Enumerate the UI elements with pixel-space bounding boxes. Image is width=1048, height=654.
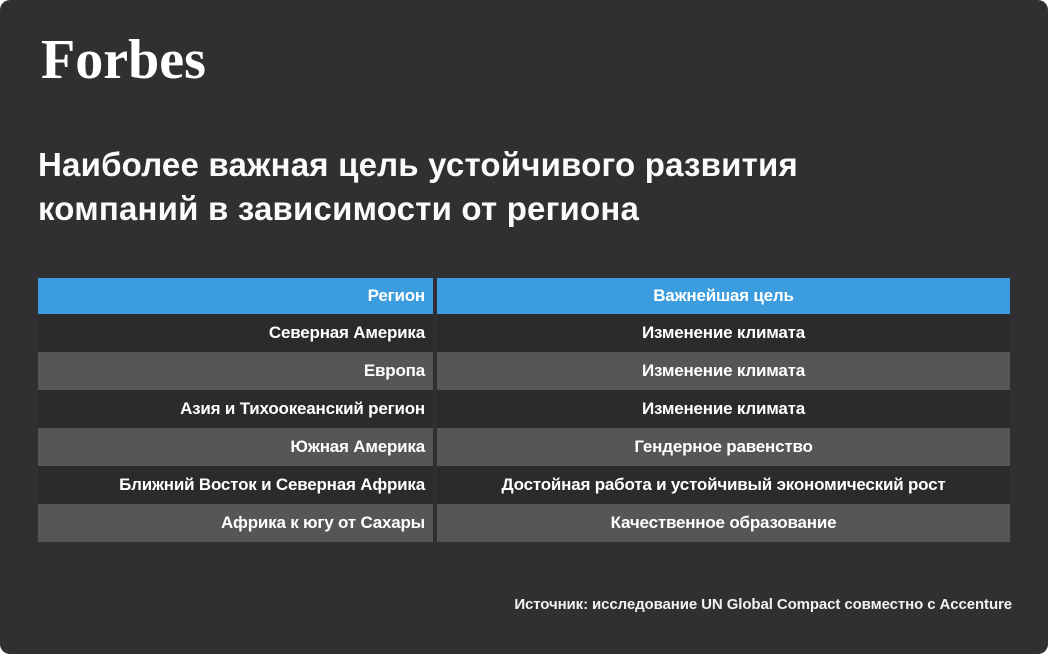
goal-cell: Изменение климата xyxy=(437,352,1010,390)
goal-cell: Изменение климата xyxy=(437,314,1010,352)
region-cell: Южная Америка xyxy=(38,428,433,466)
source-note: Источник: исследование UN Global Compact совместно с Accenture xyxy=(514,596,1012,613)
page-title-line-2: компаний в зависимости от региона xyxy=(38,190,640,227)
region-cell: Европа xyxy=(38,352,433,390)
region-cell: Азия и Тихоокеанский регион xyxy=(38,390,433,428)
table-row xyxy=(38,314,1010,352)
forbes-logo: Forbes xyxy=(41,29,206,91)
goal-cell: Качественное образование xyxy=(437,504,1010,542)
page-title-line-1: Наиболее важная цель устойчивого развития xyxy=(38,146,798,183)
page-title xyxy=(38,143,798,231)
column-header-region: Регион xyxy=(38,278,433,314)
region-cell: Ближний Восток и Северная Африка xyxy=(38,466,433,504)
table-row xyxy=(38,504,1010,542)
region-cell: Северная Америка xyxy=(38,314,433,352)
table-row xyxy=(38,352,1010,390)
table-row xyxy=(38,466,1010,504)
table-row xyxy=(38,390,1010,428)
table-row xyxy=(38,428,1010,466)
goal-cell: Достойная работа и устойчивый экономический рост xyxy=(437,466,1010,504)
table-header-row xyxy=(38,278,1010,314)
goal-cell: Гендерное равенство xyxy=(437,428,1010,466)
column-header-goal: Важнейшая цель xyxy=(437,278,1010,314)
region-cell: Африка к югу от Сахары xyxy=(38,504,433,542)
region-goal-table xyxy=(38,278,1010,542)
goal-cell: Изменение климата xyxy=(437,390,1010,428)
